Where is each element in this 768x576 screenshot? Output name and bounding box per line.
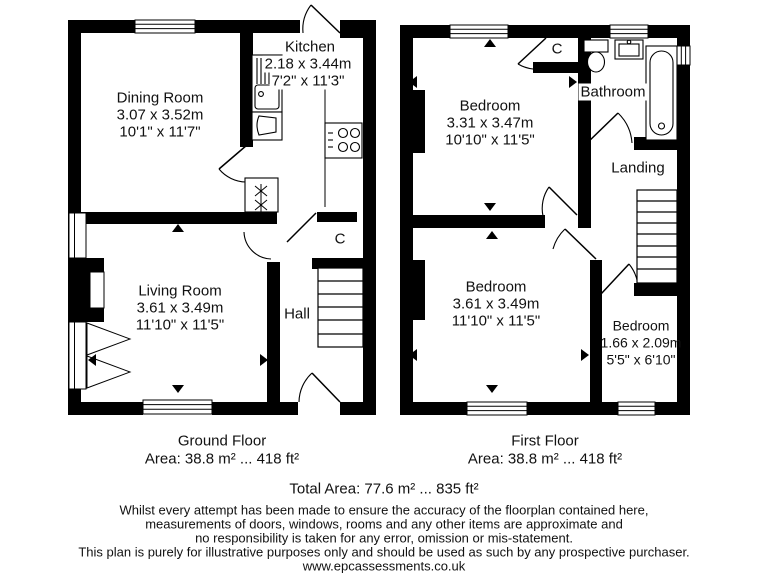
- casement-swing-icon: [87, 323, 130, 388]
- room-label-bedroom2-imperial: 11'10" x 11'5": [451, 312, 541, 330]
- bath-icon: [646, 46, 677, 140]
- room-label-living-name: Living Room: [138, 282, 222, 300]
- room-label-bedroom1-metric: 3.31 x 3.47m: [446, 114, 534, 132]
- stairs: [318, 268, 363, 347]
- disclaimer-line-2: measurements of doors, windows, rooms and any other items are approximate and: [145, 516, 623, 532]
- room-label-bedroom3-imperial: 5'5" x 6'10": [606, 351, 676, 368]
- room-label-kitchen-imperial: 7'2" x 11'3": [271, 72, 345, 90]
- hob-icon: [325, 123, 362, 158]
- room-label-cupboard-ground: C: [334, 230, 346, 248]
- room-label-bedroom2-name: Bedroom: [465, 278, 527, 296]
- room-label-living-metric: 3.61 x 3.49m: [136, 299, 224, 317]
- room-label-cupboard-first: C: [551, 40, 563, 58]
- room-label-bedroom1-name: Bedroom: [459, 97, 521, 115]
- room-label-bedroom2-metric: 3.61 x 3.49m: [452, 295, 540, 313]
- room-label-dining-name: Dining Room: [116, 89, 204, 107]
- ground-floor-area: Area: 38.8 m² ... 418 ft²: [144, 450, 300, 468]
- total-area: Total Area: 77.6 m² ... 835 ft²: [289, 480, 479, 498]
- room-label-kitchen-name: Kitchen: [284, 38, 336, 56]
- ground-floor-title: Ground Floor: [177, 432, 267, 450]
- room-label-dining-imperial: 10'1" x 11'7": [119, 123, 201, 141]
- room-label-bedroom1-imperial: 10'10" x 11'5": [445, 131, 535, 149]
- room-label-bedroom3-metric: 1.66 x 2.09m: [600, 334, 682, 351]
- appliance-icon: [252, 112, 282, 140]
- room-label-landing: Landing: [611, 159, 665, 177]
- room-label-bedroom3-name: Bedroom: [612, 317, 670, 334]
- room-label-hall: Hall: [284, 305, 310, 323]
- disclaimer-line-3: no responsibility is taken for any error, omission or mis-statement.: [195, 530, 573, 546]
- first-floor-area: Area: 38.8 m² ... 418 ft²: [467, 450, 623, 468]
- room-label-living-imperial: 11'10" x 11'5": [135, 316, 225, 334]
- disclaimer-line-1: Whilst every attempt has been made to ensure the accuracy of the floorplan contained here,: [119, 502, 649, 518]
- room-label-bathroom: Bathroom: [580, 83, 646, 101]
- website-url: www.epcassessments.co.uk: [302, 558, 466, 574]
- disclaimer-line-4: This plan is purely for illustrative purposes only and should be used as such by any prospective purchaser.: [78, 544, 690, 560]
- room-label-kitchen-metric: 2.18 x 3.44m: [264, 55, 352, 73]
- room-label-dining-metric: 3.07 x 3.52m: [116, 106, 204, 124]
- first-floor-title: First Floor: [511, 432, 579, 450]
- basin-icon: [615, 40, 643, 59]
- freezer-icon: [245, 178, 278, 212]
- stairs: [637, 190, 677, 283]
